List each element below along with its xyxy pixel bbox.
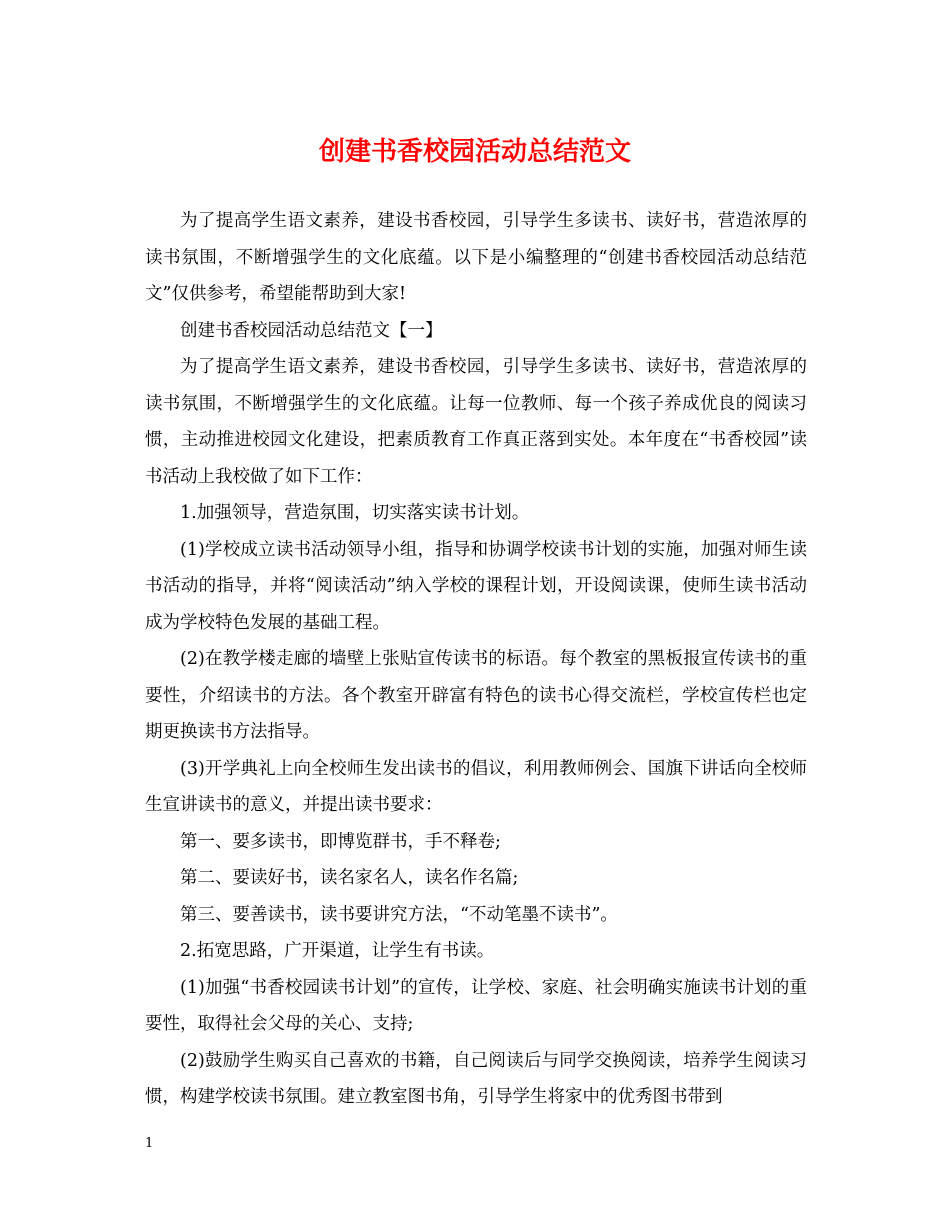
paragraph: 第三、要善读书，读书要讲究方法，“不动笔墨不读书”。 <box>180 904 618 925</box>
paragraph: 第二、要读好书，读名家名人，读名作名篇; <box>180 868 519 888</box>
paragraph: 1.加强领导，营造氛围，切实落实读书计划。 <box>180 503 530 523</box>
paragraph: 为了提高学生语文素养，建设书香校园，引导学生多读书、读好书，营造浓厚的读书氛围，不断增强学生的文化底蕴。以下是小编整理的“创建书香校园活动总结范文”仅供参考，希望能帮助到大家! <box>145 211 807 304</box>
paragraph: (2)鼓励学生购买自己喜欢的书籍，自己阅读后与同学交换阅读，培养学生阅读习惯，构建学校读书氛围。建立教室图书角，引导学生将家中的优秀图书带到 <box>145 1050 807 1107</box>
section-heading: 创建书香校园活动总结范文【一】 <box>180 320 443 341</box>
page-number: 1 <box>145 1136 154 1151</box>
paragraph: (1)加强“书香校园读书计划”的宣传，让学校、家庭、社会明确实施读书计划的重要性，取得社会父母的关心、支持; <box>145 977 807 1034</box>
document-title: 创建书香校园活动总结范文 <box>318 137 631 167</box>
paragraph: (1)学校成立读书活动领导小组，指导和协调学校读书计划的实施，加强对师生读书活动的指导，并将“阅读活动”纳入学校的课程计划，开设阅读课，使师生读书活动成为学校特色发展的基础工程。 <box>145 539 807 633</box>
paragraph: 第一、要多读书，即博览群书，手不释卷; <box>180 831 501 852</box>
document-body <box>145 203 807 1116</box>
paragraph: 2.拓宽思路，广开渠道，让学生有书读。 <box>180 941 495 961</box>
paragraph: (3)开学典礼上向全校师生发出读书的倡议，利用教师例会、国旗下讲话向全校师生宣讲读书的意义，并提出读书要求： <box>145 758 807 815</box>
paragraph: 为了提高学生语文素养，建设书香校园，引导学生多读书、读好书，营造浓厚的读书氛围，不断增强学生的文化底蕴。让每一位教师、每一个孩子养成优良的阅读习惯，主动推进校园文化建设，把素质教育工作真正落到实处。本年度在“书香校园”读书活动上我校做了如下工作： <box>145 357 807 487</box>
paragraph: (2)在教学楼走廊的墙壁上张贴宣传读书的标语。每个教室的黑板报宣传读书的重要性，介绍读书的方法。各个教室开辟富有特色的读书心得交流栏，学校宣传栏也定期更换读书方法指导。 <box>145 649 807 742</box>
